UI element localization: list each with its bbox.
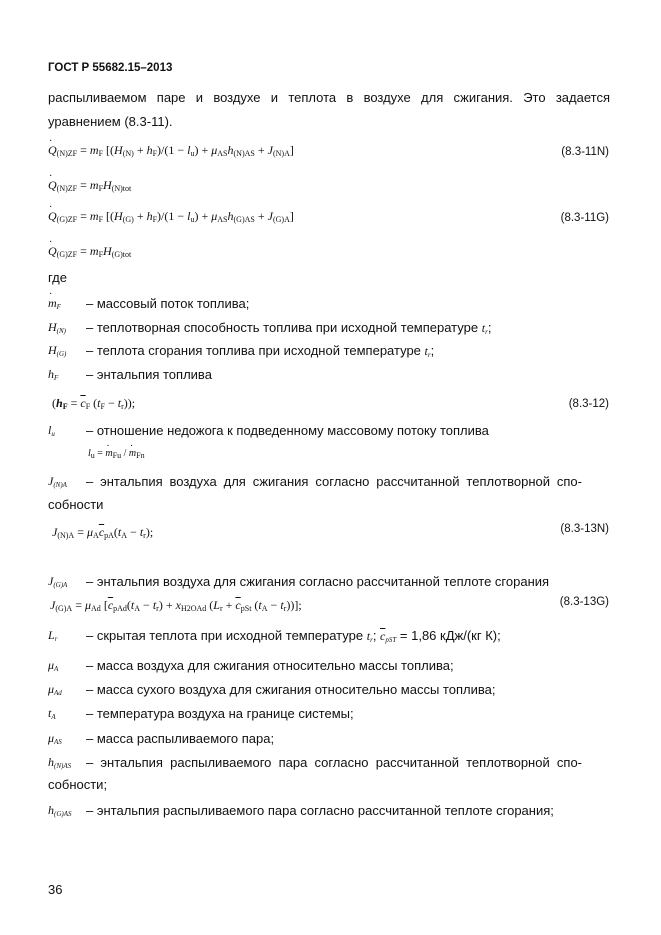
intro-line-1: распыливаемом паре и воздухе и теплота в воздухе для сжигания. Это задается [48, 90, 610, 105]
equation-number-11g: (8.3-11G) [560, 212, 609, 224]
equation-number-11n: (8.3-11N) [561, 146, 609, 158]
equation-13n: $J_{(N)A} = \mu_A\overline{c}_{pA}(t_A - t_r)$; [52, 525, 154, 540]
def-jga: – энтальпия воздуха для сжигания согласно рассчитанной теплоте сгорания [86, 574, 550, 589]
def-lr-a: – скрытая теплота при исходной температуре [86, 628, 364, 643]
equation-number-12: (8.3-12) [568, 398, 609, 410]
def-hg-row: – теплота сгорания топлива при исходной температуре $t_r$; [86, 343, 435, 359]
symbol-jga: $J_{(G)A}$ [48, 574, 68, 589]
def-lu: – отношение недожога к подведенному массовому потоку топлива [86, 423, 489, 438]
symbol-hn: $H_{(N)}$ [48, 320, 67, 335]
equation-11g: · $Q_{(G)ZF} = m_F$ $[(H_{(G)} + h_F)/(1 - l_u) + \mu_{AS}h_{(G)AS} + J_{(G)A}]$ [48, 209, 294, 224]
def-hn-row: – теплотворная способность топлива при исходной температуре $t_r$; [86, 320, 492, 336]
equation-11n-tot: · $Q_{(N)ZF} = m_FH_{(N)tot}$ [48, 178, 131, 193]
equation-11n: · $Q_{(N)ZF} = m_F$ $[(H_{(N)} + h_F)/(1 - l_u) + \mu_{AS}h_{(N)AS} + J_{(N)A}]$ [48, 143, 294, 158]
def-muad: – масса сухого воздуха для сжигания относительно массы топлива; [86, 682, 496, 697]
equation-number-13g: (8.3-13G) [559, 596, 609, 608]
def-lr-row: – скрытая теплота при исходной температуре $t_r$; $\overline{c}_{pST} = 1,86$ кДж/(кг К); [86, 628, 501, 644]
equation-number-13n: (8.3-13N) [560, 523, 609, 535]
def-jna-1: – энтальпия воздуха для сжигания согласно рассчитанной теплотворной спо- [86, 474, 582, 489]
symbol-hg: $H_{(G)}$ [48, 343, 67, 358]
def-ta: – температура воздуха на границе системы; [86, 706, 354, 721]
symbol-muas: $\mu_{AS}$ [48, 731, 62, 746]
equation-13g: $J_{(G)A} = \mu_{Ad}$ [$\overline{c}_{pAd}(t_A - t_r) + x_{H2OAd}$ ($L_r + \overline{c}_{pSt}$ $(t_A - t_r)$)]; [50, 598, 302, 613]
page-number: 36 [48, 882, 63, 897]
symbol-ta: $t_A$ [48, 706, 56, 721]
def-hg: – теплота сгорания топлива при исходной температуре [86, 343, 421, 358]
equation-11g-tot: · $Q_{(G)ZF} = m_FH_{(G)tot}$ [48, 244, 131, 259]
symbol-hf: $h_F$ [48, 367, 59, 382]
def-jna-2: собности [48, 497, 104, 512]
symbol-mua: $\mu_A$ [48, 658, 59, 673]
def-hn: – теплотворная способность топлива при исходной температуре [86, 320, 479, 335]
equation-12: ($h_F = \overline{c}_F$ $(t_F - t_r)$); [52, 396, 136, 411]
symbol-mf: · $m_F$ [48, 296, 61, 311]
symbol-jna: $J_{(N)A}$ [48, 474, 67, 489]
def-mua: – масса воздуха для сжигания относительно массы топлива; [86, 658, 454, 673]
def-lr-b: = 1,86 кДж/(кг К); [399, 628, 501, 643]
document-header: ГОСТ Р 55682.15–2013 [48, 62, 173, 74]
symbol-muad: $\mu_{Ad}$ [48, 682, 62, 697]
def-mf: – массовый поток топлива; [86, 296, 250, 311]
def-hnas-1: – энтальпия распыливаемого пара согласно рассчитанной теплотворной спо- [86, 755, 582, 770]
symbol-lu: $l_u$ [48, 423, 55, 438]
equation-lu: $l_u$ = · $m_{Fu}$ / · $m_{Fn}$ [88, 448, 145, 460]
symbol-lr: $L_r$ [48, 628, 58, 643]
def-hnas-2: собности; [48, 777, 108, 792]
def-hgas: – энтальпия распыливаемого пара согласно рассчитанной теплоте сгорания; [86, 803, 554, 818]
def-muas: – масса распыливаемого пара; [86, 731, 275, 746]
symbol-hnas: $h_{(N)AS}$ [48, 755, 72, 770]
intro-line-2: уравнением (8.3-11). [48, 114, 173, 129]
where-label: где [48, 270, 67, 285]
def-hf: – энтальпия топлива [86, 367, 212, 382]
symbol-hgas: $h_{(G)AS}$ [48, 803, 72, 818]
